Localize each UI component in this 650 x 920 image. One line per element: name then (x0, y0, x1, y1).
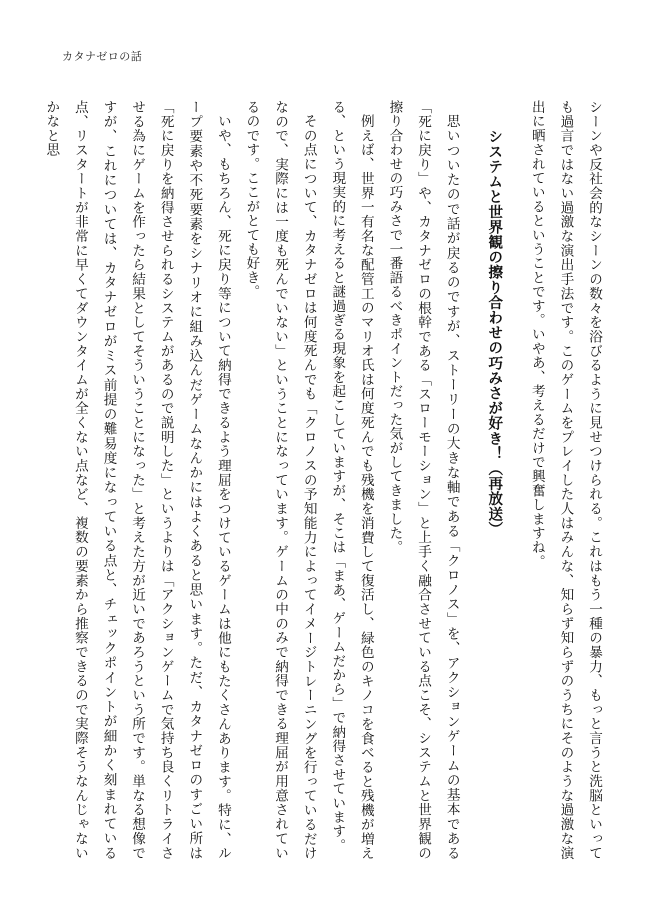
paragraph-4: いや、もちろん、死に戻り等について納得できるよう理屈をつけているゲームは他にもたくさんあります。特に、ループ要素や不死要素をシナリオに組み込んだゲームなんかにはよくあると思います。ただ、カタナゼロのすごい所は「死に戻りを納得させられるシステムがあるので説明した」というよりは「アクションゲームで気持ち良くリトライさせる為にゲームを作ったら結果としてそういうことになった」と考えた方が近いであろうという所です。単なる想像ですが、これについては、カタナゼロがミス前提の難易度になっている点と、チェックポイントが細かく刻まれている点、リスタートが非常に早くてダウンタイムが全くない点など、複数の要素から推察できるので実際そうなんじゃないかなと思 (43, 100, 231, 860)
paragraph-3: その点について、カタナゼロは何度死んでも「クロノスの予知能力によってイメージトレーニングを行っているだけなので、実際には一度も死んでいない」ということになっています。ゲームの中のみで納得できる理屈が用意されているのです。ここがとても好き。 (243, 100, 317, 860)
paragraph-2: 例えば、世界一有名な配管工のマリオ氏は何度死んでも残機を消費して復活し、緑色のキノコを食べると残機が増える、という現実的に考えると謎過ぎる現象を起こしていますが、そこは「まあ、ゲームだから」で納得させています。 (329, 100, 374, 860)
paragraph-1: 思いついたので話が戻るのですが、ストーリーの大きな軸である「クロノス」を、アクションゲームの基本である「死に戻り」や、カタナゼロの根幹である「スローモーション」と上手く融合させている点こそ、システムと世界観の擦り合わせの巧みさで一番語るべきポイントだった気がしてきました。 (386, 100, 460, 860)
section-heading: システムと世界観の擦り合わせの巧みさが好き！（再放送） (486, 129, 503, 537)
paragraph-intro-continued: シーンや反社会的なシーンの数々を浴びるように見せつけられる。これはもう一種の暴力、もっと言うと洗脳といっても過言ではない過激な演出手法です。このゲームをプレイした人はみんな、知らず知らずのうちにそのような過激な演出に晒されているということです。いやあ、考えるだけで興奮しますね。 (528, 100, 602, 860)
running-header: カタナゼロの話 (62, 50, 143, 63)
article-body (28, 100, 608, 860)
